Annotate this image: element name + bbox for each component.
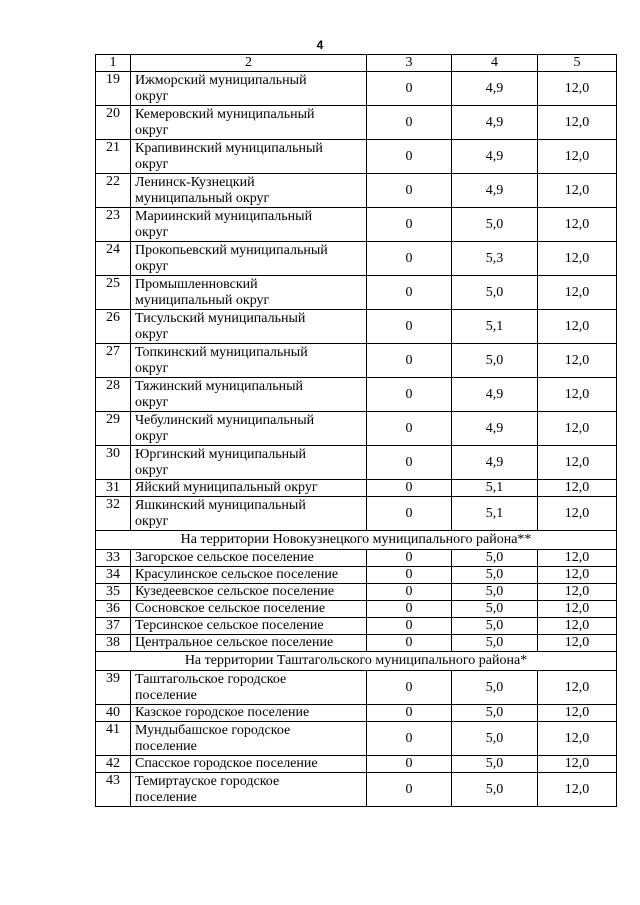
value-col-3: 0 [367,635,452,652]
value-col-4: 4,9 [452,412,538,446]
value-col-3: 0 [367,242,452,276]
municipality-name-line: Красулинское сельское поселение [135,567,339,582]
value-col-4: 5,0 [452,756,538,773]
municipality-name-line: поселение [135,687,197,703]
value-col-4: 5,0 [452,635,538,652]
municipality-name-line: округ [135,462,169,478]
value-col-3: 0 [367,773,452,807]
row-number: 42 [96,756,131,773]
municipality-name [131,378,367,412]
municipality-name [131,497,367,531]
municipality-name-line: Сосновское сельское поселение [135,601,326,616]
table-header-row [96,55,617,72]
value-col-5: 12,0 [538,601,617,618]
value-col-5: 12,0 [538,276,617,310]
row-number: 26 [96,310,131,344]
municipality-name-line: округ [135,258,169,274]
municipality-name-line: Яшкинский муниципальный [135,497,306,513]
row-number: 43 [96,773,131,807]
row-number: 34 [96,567,131,584]
table-row [96,446,617,480]
municipality-name [131,601,367,618]
value-col-3: 0 [367,412,452,446]
value-col-3: 0 [367,601,452,618]
municipality-name [131,773,367,807]
row-number: 33 [96,550,131,567]
value-col-5: 12,0 [538,446,617,480]
value-col-5: 12,0 [538,106,617,140]
row-number: 37 [96,618,131,635]
value-col-5: 12,0 [538,567,617,584]
row-number: 41 [96,722,131,756]
value-col-3: 0 [367,276,452,310]
table-row [96,497,617,531]
municipality-name-line: округ [135,326,169,342]
value-col-4: 5,0 [452,618,538,635]
value-col-5: 12,0 [538,310,617,344]
municipality-name-line: Крапивинский муниципальный [135,140,323,156]
row-number: 28 [96,378,131,412]
table-row [96,773,617,807]
value-col-4: 5,0 [452,550,538,567]
row-number: 23 [96,208,131,242]
table-row [96,567,617,584]
municipality-name [131,705,367,722]
municipality-name-line: Темиртауское городское [135,773,280,789]
municipality-name-line: муниципальный округ [135,292,270,308]
value-col-3: 0 [367,618,452,635]
municipality-name-line: округ [135,428,169,444]
municipality-name-line: округ [135,122,169,138]
header-col-3: 3 [367,55,452,72]
table-row [96,208,617,242]
municipality-name-line: округ [135,156,169,172]
table-row [96,344,617,378]
municipality-name-line: Юргинский муниципальный [135,446,307,462]
value-col-5: 12,0 [538,618,617,635]
value-col-5: 12,0 [538,722,617,756]
value-col-5: 12,0 [538,773,617,807]
row-number: 29 [96,412,131,446]
value-col-4: 5,0 [452,601,538,618]
table-row [96,412,617,446]
row-number: 40 [96,705,131,722]
municipality-name [131,635,367,652]
value-col-4: 5,0 [452,773,538,807]
row-number: 19 [96,72,131,106]
table-row [96,378,617,412]
municipality-name-line: Тисульский муниципальный [135,310,306,326]
table-row [96,174,617,208]
municipality-name [131,344,367,378]
value-col-4: 5,0 [452,567,538,584]
value-col-4: 5,1 [452,480,538,497]
municipality-name-line: Прокопьевский муниципальный [135,242,328,258]
value-col-4: 5,0 [452,208,538,242]
value-col-4: 5,0 [452,722,538,756]
municipality-name-line: Кемеровский муниципальный [135,106,315,122]
municipality-name-line: Спасское городское поселение [135,756,318,771]
municipality-name [131,208,367,242]
table-row [96,671,617,705]
value-col-3: 0 [367,446,452,480]
municipality-name [131,567,367,584]
section-heading: На территории Новокузнецкого муниципального района** [96,531,617,550]
value-col-5: 12,0 [538,705,617,722]
municipality-name-line: округ [135,88,169,104]
value-col-3: 0 [367,378,452,412]
municipality-name [131,310,367,344]
table-row [96,601,617,618]
value-col-3: 0 [367,72,452,106]
municipality-name [131,550,367,567]
value-col-4: 5,0 [452,671,538,705]
page-number: 4 [316,38,324,52]
value-col-3: 0 [367,208,452,242]
value-col-4: 5,0 [452,276,538,310]
header-col-1: 1 [96,55,131,72]
value-col-5: 12,0 [538,412,617,446]
table-row [96,756,617,773]
row-number: 27 [96,344,131,378]
value-col-3: 0 [367,705,452,722]
municipality-name [131,412,367,446]
municipality-name [131,242,367,276]
value-col-5: 12,0 [538,497,617,531]
value-col-4: 4,9 [452,378,538,412]
table-row [96,72,617,106]
value-col-4: 4,9 [452,106,538,140]
municipality-name-line: Топкинский муниципальный [135,344,308,360]
value-col-3: 0 [367,584,452,601]
row-number: 35 [96,584,131,601]
table-row [96,722,617,756]
value-col-3: 0 [367,140,452,174]
value-col-3: 0 [367,106,452,140]
value-col-5: 12,0 [538,550,617,567]
value-col-3: 0 [367,671,452,705]
municipality-name-line: Терсинское сельское поселение [135,618,324,633]
section-heading: На территории Таштагольского муниципального района* [96,652,617,671]
table-row [96,140,617,174]
value-col-5: 12,0 [538,756,617,773]
municipality-name-line: Чебулинский муниципальный [135,412,315,428]
value-col-4: 5,0 [452,344,538,378]
value-col-3: 0 [367,310,452,344]
municipality-name-line: Ижморский муниципальный [135,72,307,88]
municipality-name [131,584,367,601]
value-col-4: 5,1 [452,497,538,531]
table-row [96,550,617,567]
municipality-name [131,618,367,635]
value-col-3: 0 [367,497,452,531]
row-number: 39 [96,671,131,705]
value-col-4: 4,9 [452,72,538,106]
table-row [96,242,617,276]
municipality-name [131,140,367,174]
municipality-name [131,72,367,106]
municipality-name-line: Ленинск-Кузнецкий [135,174,255,190]
value-col-4: 5,1 [452,310,538,344]
row-number: 38 [96,635,131,652]
row-number: 25 [96,276,131,310]
value-col-3: 0 [367,567,452,584]
value-col-5: 12,0 [538,671,617,705]
municipality-name-line: Мариинский муниципальный [135,208,313,224]
value-col-5: 12,0 [538,242,617,276]
municipality-name [131,106,367,140]
value-col-4: 5,0 [452,584,538,601]
row-number: 36 [96,601,131,618]
value-col-5: 12,0 [538,208,617,242]
table-row [96,618,617,635]
municipality-name-line: округ [135,513,169,529]
municipality-name [131,671,367,705]
municipality-name-line: Тяжинский муниципальный [135,378,304,394]
table-row [96,635,617,652]
value-col-5: 12,0 [538,140,617,174]
value-col-5: 12,0 [538,174,617,208]
row-number: 31 [96,480,131,497]
municipality-name-line: Загорское сельское поселение [135,550,314,565]
municipality-name-line: Промышленновский [135,276,258,292]
municipality-name [131,480,367,497]
table-row [96,310,617,344]
municipality-name-line: Центральное сельское поселение [135,635,334,650]
value-col-5: 12,0 [538,378,617,412]
header-col-5: 5 [538,55,617,72]
municipality-name-line: поселение [135,789,197,805]
value-col-5: 12,0 [538,344,617,378]
row-number: 30 [96,446,131,480]
municipality-name-line: Яйский муниципальный округ [135,480,318,495]
municipality-name-line: округ [135,224,169,240]
municipality-name-line: Таштагольское городское [135,671,287,687]
header-col-4: 4 [452,55,538,72]
municipality-name-line: Мундыбашское городское [135,722,291,738]
row-number: 32 [96,497,131,531]
value-col-5: 12,0 [538,72,617,106]
table-row [96,276,617,310]
municipality-name [131,174,367,208]
municipality-name-line: Казское городское поселение [135,705,310,720]
value-col-5: 12,0 [538,480,617,497]
section-heading-row [96,531,617,550]
municipality-name [131,276,367,310]
value-col-4: 4,9 [452,446,538,480]
table-row [96,106,617,140]
value-col-4: 5,3 [452,242,538,276]
rates-table [95,54,617,807]
row-number: 22 [96,174,131,208]
municipality-name [131,446,367,480]
value-col-3: 0 [367,722,452,756]
table-row [96,480,617,497]
value-col-5: 12,0 [538,635,617,652]
municipality-name [131,756,367,773]
row-number: 24 [96,242,131,276]
value-col-3: 0 [367,344,452,378]
municipality-name-line: округ [135,394,169,410]
header-col-2: 2 [131,55,367,72]
value-col-3: 0 [367,174,452,208]
value-col-3: 0 [367,550,452,567]
value-col-4: 5,0 [452,705,538,722]
municipality-name-line: поселение [135,738,197,754]
table-body [96,55,617,807]
municipality-name-line: Кузедеевское сельское поселение [135,584,335,599]
municipality-name-line: муниципальный округ [135,190,270,206]
municipality-name-line: округ [135,360,169,376]
table-row [96,584,617,601]
table-row [96,705,617,722]
section-heading-row [96,652,617,671]
value-col-4: 4,9 [452,174,538,208]
row-number: 21 [96,140,131,174]
value-col-5: 12,0 [538,584,617,601]
municipality-name [131,722,367,756]
value-col-3: 0 [367,480,452,497]
value-col-3: 0 [367,756,452,773]
row-number: 20 [96,106,131,140]
value-col-4: 4,9 [452,140,538,174]
